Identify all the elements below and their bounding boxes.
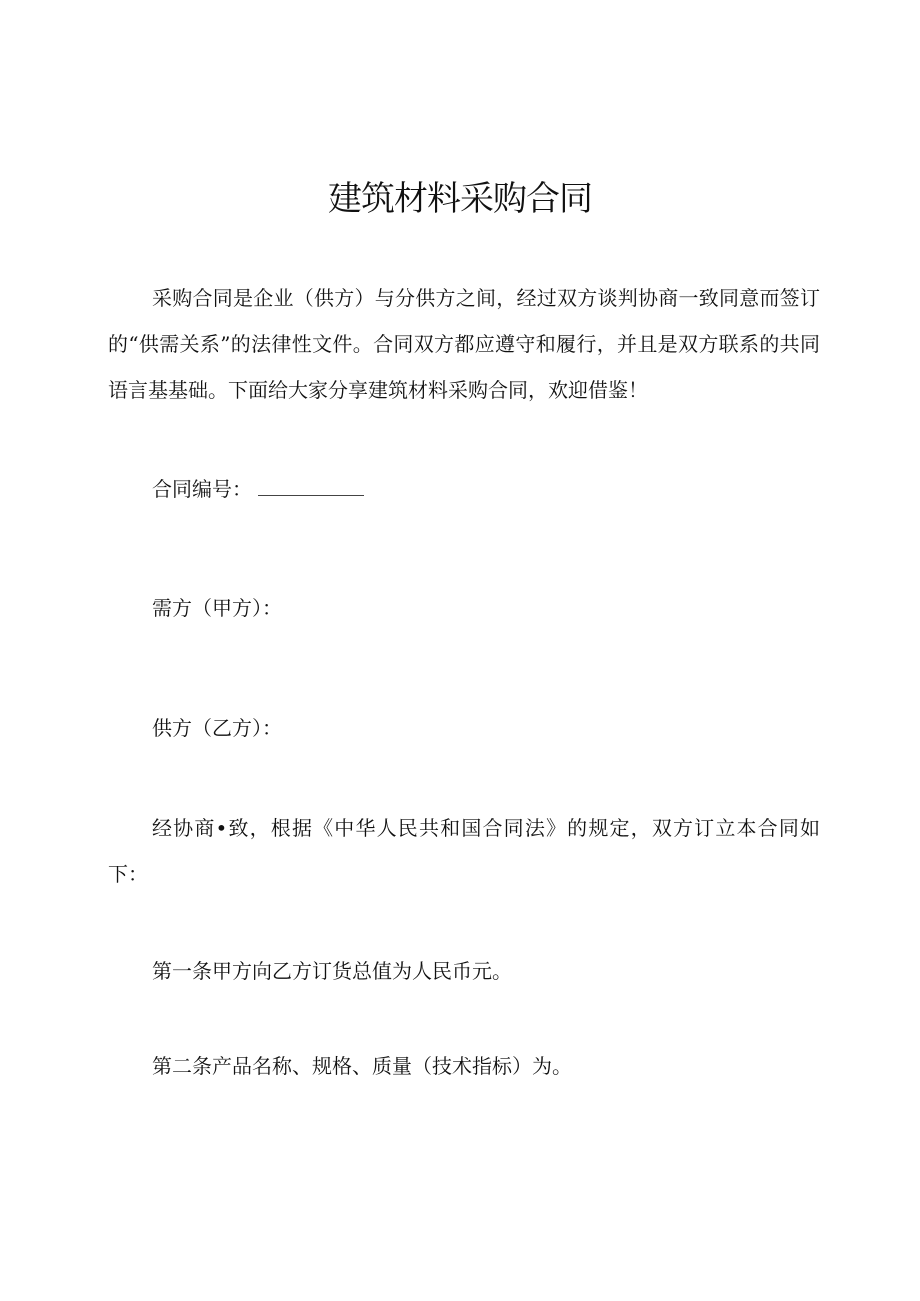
document-title: 建筑材料采购合同 xyxy=(328,179,592,219)
intro-paragraph: 采购合同是企业（供方）与分供方之间，经过双方谈判协商一致同意而签订的“供需关系”的法律性文件。合同双方都应遵守和履行，并且是双方联系的共同语言基基础。下面给大家分享建筑材料采购合同，欢迎借鉴！ xyxy=(108,286,820,402)
agreement-paragraph: 经协商•致，根据《中华人民共和国合同法》的规定，双方订立本合同如下： xyxy=(108,816,820,886)
seller-label: 供方（乙方）： xyxy=(152,716,282,740)
contract-number-line xyxy=(152,474,364,504)
contract-number-label: 合同编号： xyxy=(152,477,252,501)
article-one: 第一条甲方向乙方订货总值为人民币元。 xyxy=(152,959,512,983)
contract-number-blank xyxy=(258,477,364,496)
article-two: 第二条产品名称、规格、质量（技术指标）为。 xyxy=(152,1054,572,1078)
buyer-label: 需方（甲方）： xyxy=(152,596,282,620)
